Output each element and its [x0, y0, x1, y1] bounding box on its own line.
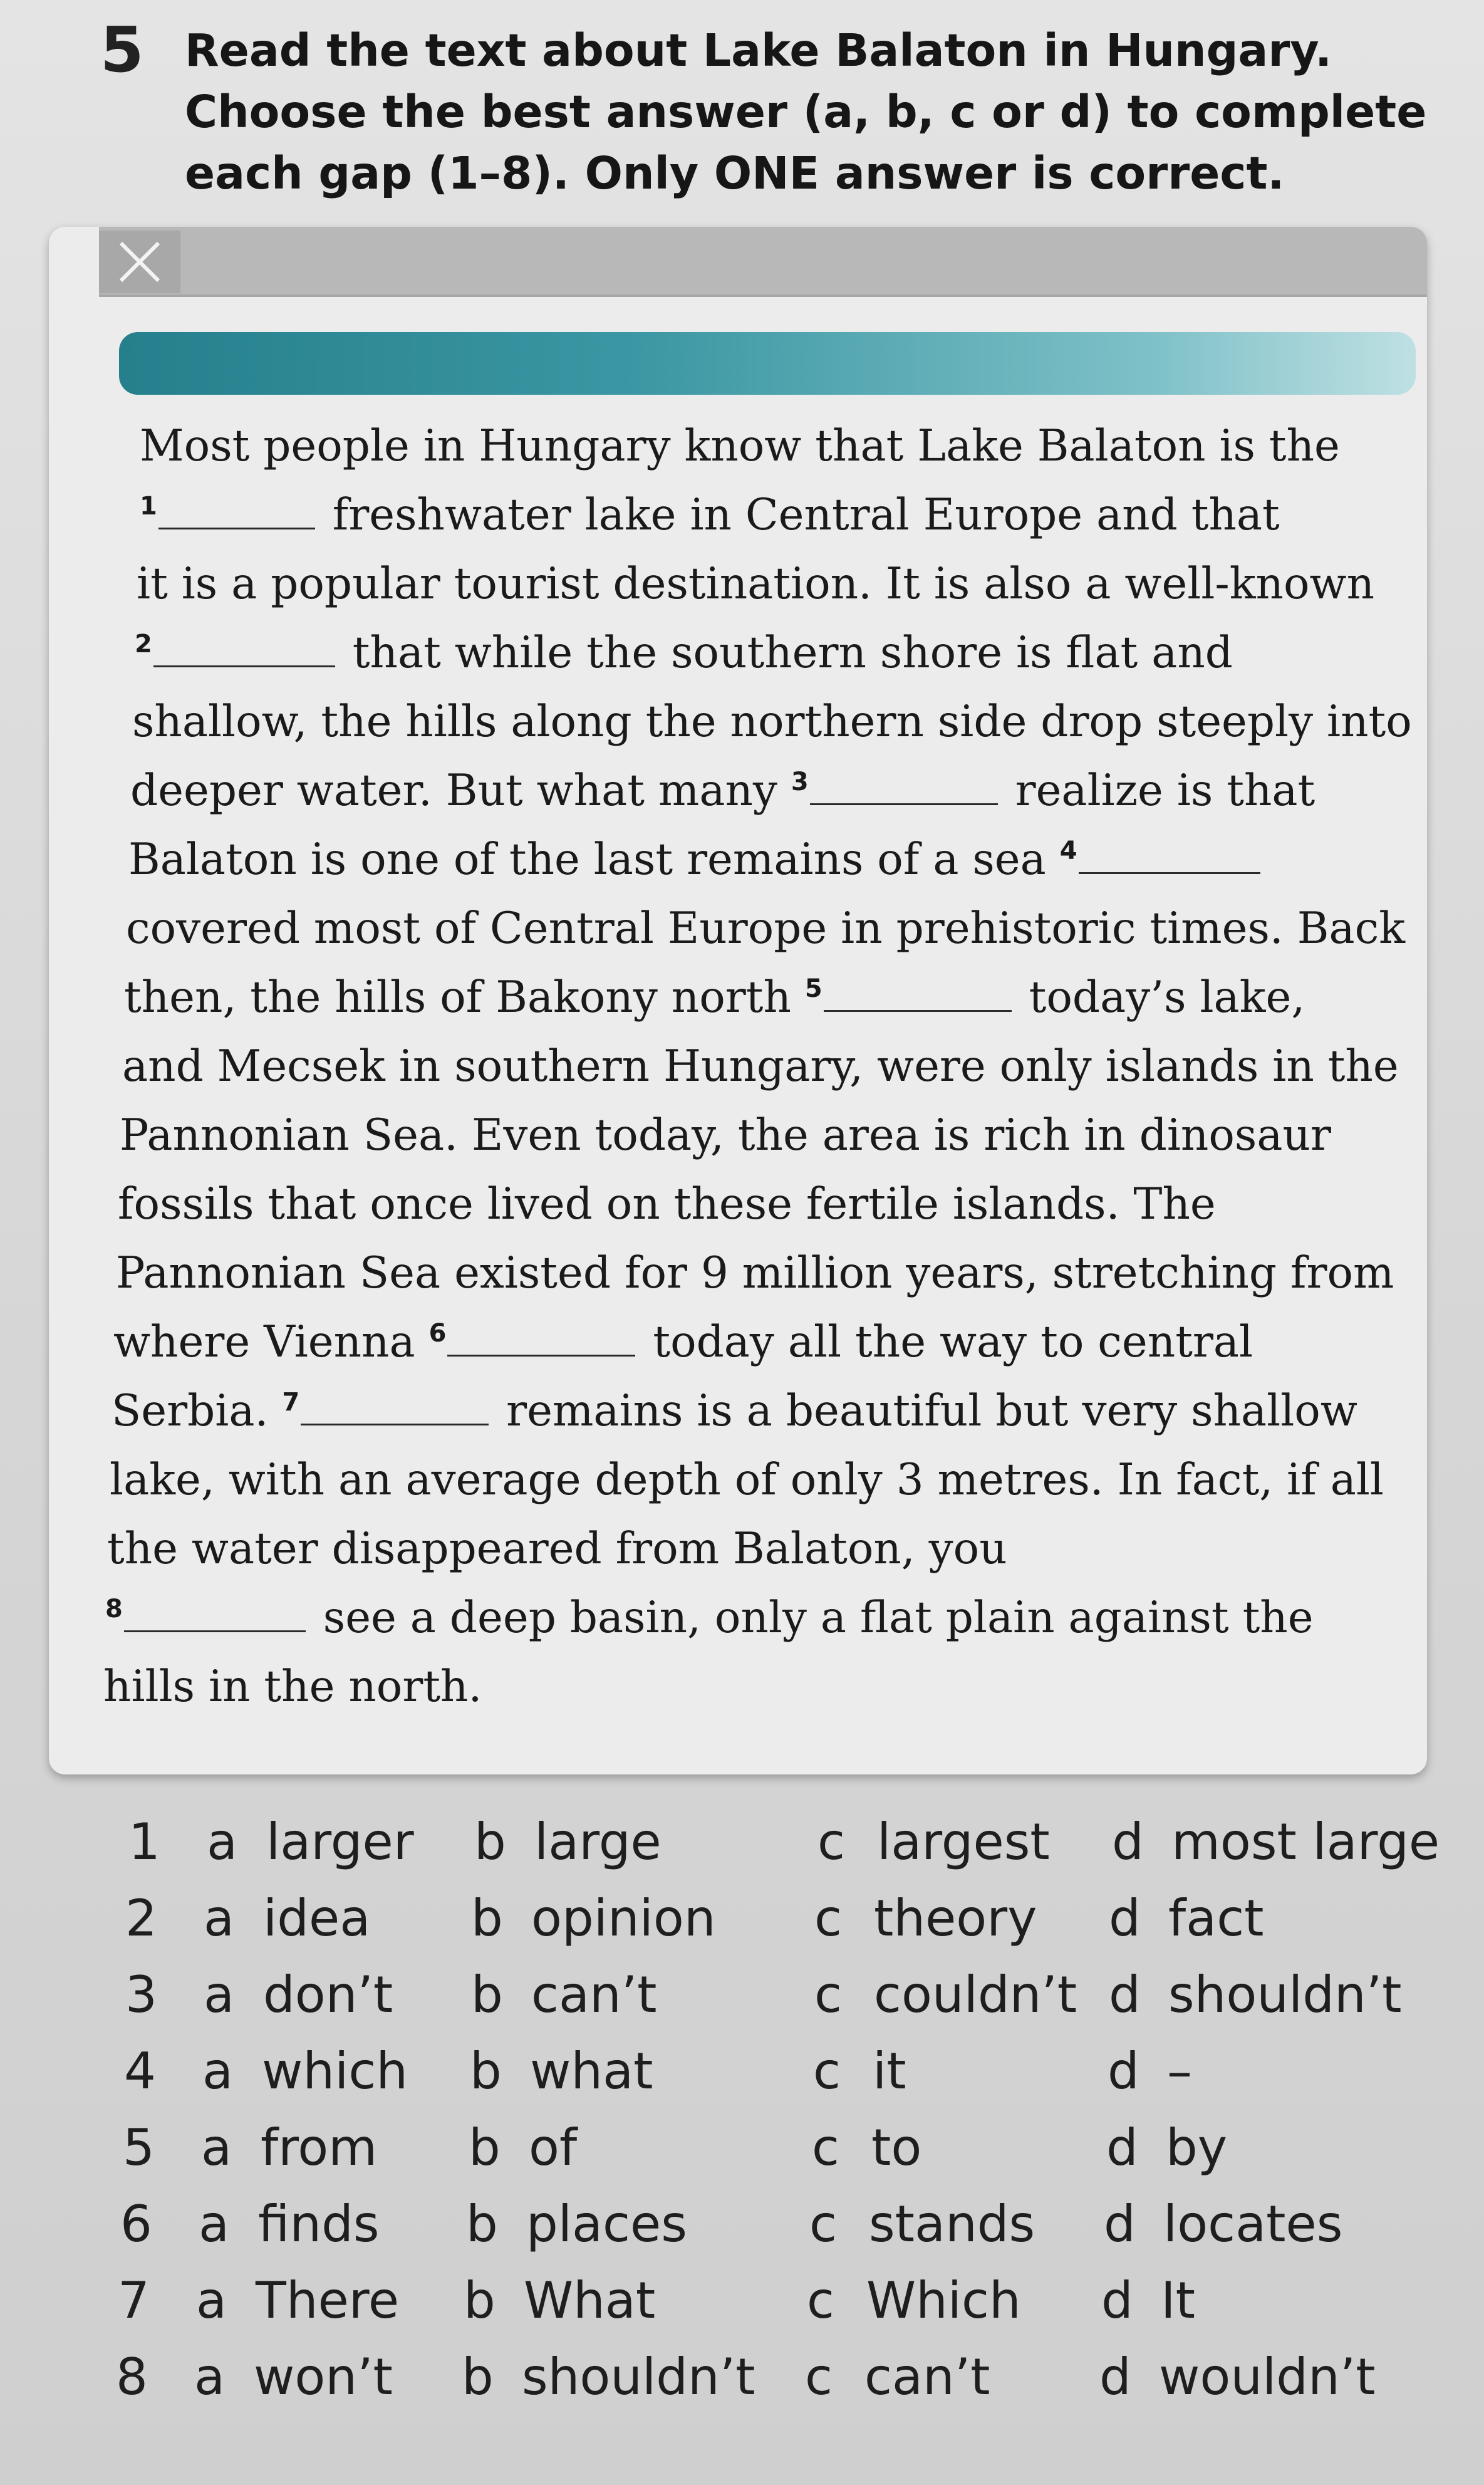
gap-number: 1 [140, 492, 157, 521]
passage-text: see a deep basin, only a flat plain against the [323, 1593, 1314, 1643]
passage-text: shallow, the hills along the northern side drop steeply into [132, 697, 1412, 747]
option-b[interactable]: of [529, 2118, 578, 2177]
option-d[interactable]: shouldn’t [1168, 1966, 1402, 2024]
passage-line [105, 1586, 1314, 1649]
passage-text: today all the way to central [653, 1317, 1253, 1367]
option-d[interactable]: wouldn’t [1159, 2348, 1376, 2406]
question-number: 7 [118, 2271, 150, 2330]
option-d[interactable]: by [1166, 2118, 1228, 2177]
passage-text: lake, with an average depth of only 3 metres. In fact, if all [110, 1455, 1384, 1505]
option-b[interactable]: what [530, 2042, 653, 2100]
passage-text: realize is that [1015, 766, 1315, 816]
passage-text: covered most of Central Europe in prehistoric times. Back [126, 904, 1406, 954]
option-letter: a [204, 1889, 235, 1947]
option-b[interactable]: opinion [531, 1889, 716, 1947]
browser-window [49, 227, 1427, 1774]
question-number: 4 [124, 2042, 156, 2100]
answer-gap[interactable] [824, 970, 1012, 1012]
option-c[interactable]: stands [869, 2195, 1035, 2253]
option-letter: d [1108, 2042, 1139, 2100]
gap-number: 2 [135, 630, 152, 659]
option-letter: c [817, 1813, 845, 1871]
instruction-line: each gap (1–8). Only ONE answer is correct. [185, 147, 1285, 199]
option-c[interactable]: largest [877, 1813, 1050, 1871]
option-letter: c [807, 2271, 834, 2330]
article-banner [119, 332, 1416, 395]
option-d[interactable]: It [1161, 2271, 1195, 2330]
option-d[interactable]: – [1167, 2042, 1192, 2100]
option-letter: d [1109, 1966, 1141, 2024]
option-c[interactable]: Which [866, 2271, 1021, 2330]
option-letter: d [1109, 1889, 1141, 1947]
passage-line [112, 1380, 1357, 1442]
passage-line [116, 1242, 1394, 1305]
passage-text: Pannonian Sea. Even today, the area is rich in dinosaur [120, 1110, 1331, 1160]
option-c[interactable]: it [873, 2042, 906, 2100]
gap-number: 5 [804, 974, 822, 1003]
option-a[interactable]: won’t [254, 2348, 393, 2406]
passage-line [137, 553, 1374, 615]
passage-text: that while the southern shore is flat and [352, 628, 1233, 678]
option-letter: d [1104, 2195, 1136, 2253]
passage-text: remains is a beautiful but very shallow [506, 1386, 1357, 1436]
passage-line [124, 966, 1305, 1029]
option-row [0, 2187, 1484, 2262]
passage-line [130, 759, 1315, 822]
passage-line [135, 622, 1233, 684]
answer-gap[interactable] [810, 763, 998, 805]
passage-line [122, 1035, 1399, 1098]
option-letter: b [469, 2118, 501, 2177]
passage-line [126, 897, 1405, 960]
passage-text: today’s lake, [1029, 972, 1305, 1023]
option-letter: c [805, 2348, 833, 2406]
option-letter: c [814, 1966, 842, 2024]
close-button[interactable] [99, 231, 180, 293]
passage-text: freshwater lake in Central Europe and that [332, 490, 1280, 540]
option-letter: a [204, 1966, 235, 2024]
option-letter: c [812, 2118, 839, 2177]
question-number: 8 [116, 2348, 148, 2406]
passage-text: where Vienna [113, 1317, 415, 1367]
option-letter: a [207, 1813, 238, 1871]
gap-number: 3 [791, 768, 809, 796]
question-number: 6 [120, 2195, 152, 2253]
instruction-line: Choose the best answer (a, b, c or d) to complete [185, 86, 1427, 138]
passage-text: Pannonian Sea existed for 9 million years, stretching from [116, 1248, 1394, 1298]
option-letter: c [814, 1889, 842, 1947]
option-c[interactable]: can’t [864, 2348, 990, 2406]
exercise-number: 5 [100, 13, 144, 86]
option-b[interactable]: shouldn’t [522, 2348, 755, 2406]
option-letter: b [462, 2348, 494, 2406]
passage-line [103, 1655, 482, 1718]
question-number: 2 [125, 1889, 157, 1947]
option-letter: d [1106, 2118, 1138, 2177]
option-a[interactable]: don’t [263, 1966, 393, 2024]
answer-gap[interactable] [153, 625, 335, 667]
option-row [0, 1881, 1484, 1956]
option-letter: d [1112, 1813, 1144, 1871]
option-a[interactable]: There [256, 2271, 400, 2330]
gap-number: 8 [105, 1595, 123, 1623]
option-b[interactable]: large [534, 1813, 662, 1871]
option-a[interactable]: larger [266, 1813, 414, 1871]
question-number: 3 [125, 1966, 157, 2024]
option-letter: a [196, 2271, 227, 2330]
option-row [0, 2034, 1484, 2109]
passage-text: Serbia. [112, 1386, 269, 1436]
passage-text: deeper water. But what many [130, 766, 777, 816]
passage-text: Balaton is one of the last remains of a sea [128, 835, 1046, 885]
option-b[interactable]: can’t [531, 1966, 657, 2024]
answer-gap[interactable] [158, 487, 315, 529]
option-letter: a [199, 2195, 230, 2253]
option-letter: a [202, 2042, 234, 2100]
option-letter: d [1099, 2348, 1131, 2406]
answer-gap[interactable] [1079, 832, 1260, 874]
option-d[interactable]: most large [1171, 1813, 1440, 1871]
option-b[interactable]: places [526, 2195, 687, 2253]
option-letter: c [809, 2195, 837, 2253]
passage-line [140, 415, 1340, 477]
instruction-line: Read the text about Lake Balaton in Hungary. [185, 24, 1332, 76]
question-number: 5 [123, 2118, 155, 2177]
option-c[interactable]: couldn’t [874, 1966, 1077, 2024]
passage-text: fossils that once lived on these fertile islands. The [118, 1179, 1216, 1229]
close-icon [118, 241, 161, 283]
passage-text: Most people in Hungary know that Lake Balaton is the [140, 421, 1340, 471]
passage-line [140, 484, 1280, 546]
option-row [0, 2110, 1484, 2185]
answer-gap[interactable] [301, 1383, 489, 1425]
passage-line [128, 828, 1264, 891]
passage-text: it is a popular tourist destination. It is also a well-known [137, 559, 1375, 609]
passage-text: and Mecsek in southern Hungary, were only islands in the [122, 1041, 1399, 1091]
passage-text: the water disappeared from Balaton, you [107, 1524, 1007, 1574]
option-d[interactable]: fact [1168, 1889, 1264, 1947]
window-title-bar [99, 227, 1427, 297]
passage-line [110, 1449, 1384, 1511]
passage-line [113, 1311, 1253, 1373]
option-a[interactable]: idea [263, 1889, 371, 1947]
option-a[interactable]: which [262, 2042, 408, 2100]
option-letter: b [471, 1966, 503, 2024]
option-c[interactable]: to [871, 2118, 922, 2177]
passage-line [132, 690, 1412, 753]
passage-text: then, the hills of Bakony north [124, 972, 791, 1023]
option-d[interactable]: locates [1163, 2195, 1343, 2253]
option-letter: a [194, 2348, 226, 2406]
option-letter: d [1101, 2271, 1133, 2330]
option-a[interactable]: finds [258, 2195, 380, 2253]
gap-number: 7 [282, 1388, 300, 1417]
option-letter: b [466, 2195, 498, 2253]
option-letter: b [470, 2042, 502, 2100]
option-letter: b [464, 2271, 496, 2330]
gap-number: 6 [428, 1319, 447, 1348]
option-letter: b [474, 1813, 506, 1871]
passage-line [118, 1173, 1216, 1236]
exercise-instructions [185, 20, 1427, 204]
option-letter: b [471, 1889, 503, 1947]
passage-line [107, 1518, 1007, 1580]
answer-gap[interactable] [124, 1590, 306, 1632]
gap-number: 4 [1059, 836, 1077, 865]
option-row [0, 2340, 1484, 2415]
passage-text: hills in the north. [103, 1662, 482, 1712]
option-row [0, 1805, 1484, 1880]
option-a[interactable]: from [261, 2118, 378, 2177]
option-letter: a [201, 2118, 232, 2177]
question-number: 1 [128, 1813, 160, 1871]
option-row [0, 1957, 1484, 2033]
option-c[interactable]: theory [874, 1889, 1037, 1947]
passage-line [120, 1104, 1331, 1167]
option-b[interactable]: What [524, 2271, 656, 2330]
answer-gap[interactable] [447, 1315, 635, 1357]
option-letter: c [813, 2042, 841, 2100]
option-row [0, 2263, 1484, 2338]
